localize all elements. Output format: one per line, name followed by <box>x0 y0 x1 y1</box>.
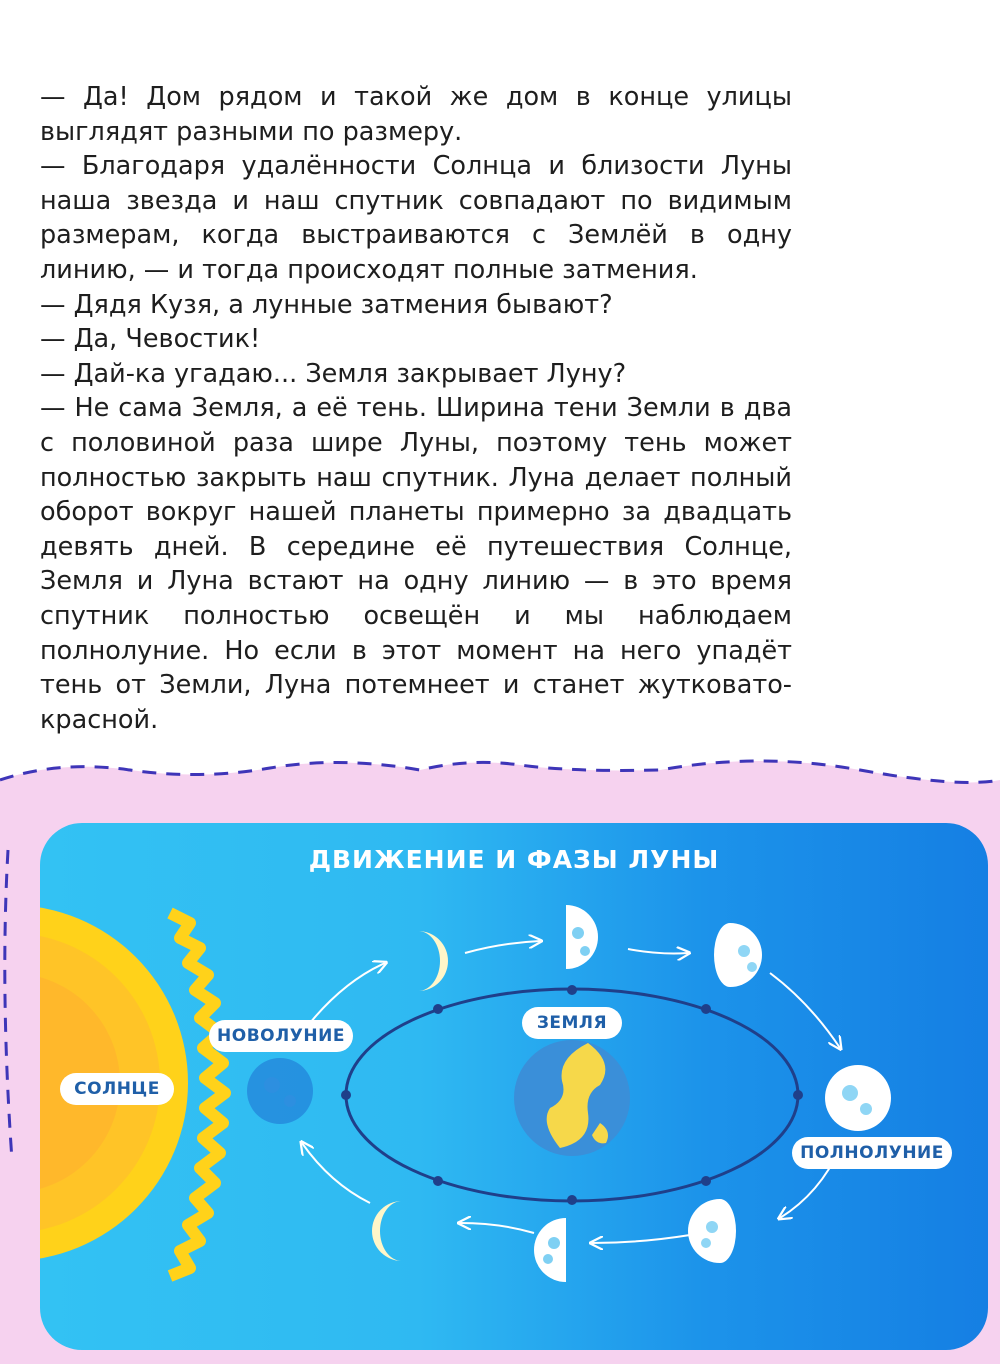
waning-crescent-icon <box>372 1201 402 1261</box>
moon-phases-diagram <box>40 823 988 1350</box>
sun-label: СОЛНЦЕ <box>60 1073 174 1105</box>
paragraph: — Дай-ка угадаю... Земля закрывает Луну? <box>40 358 627 389</box>
paragraph: — Дядя Кузя, а лунные затмения бывают? <box>40 289 613 320</box>
earth-icon <box>514 1040 630 1156</box>
earth-label: ЗЕМЛЯ <box>522 1007 622 1039</box>
last-quarter-moon-icon <box>534 1218 566 1282</box>
waxing-crescent-icon <box>418 931 448 991</box>
full-moon-label: ПОЛНОЛУНИЕ <box>792 1137 952 1169</box>
diagram-title: ДВИЖЕНИЕ И ФАЗЫ ЛУНЫ <box>308 845 720 874</box>
story-text <box>40 80 792 737</box>
paragraph: — Благодаря удалённости Солнца и близости Луны наша звезда и наш спутник совпадают по видимым размерам, когда выстраиваются с Землёй в одну линию, — и тогда происходят полные затмения. <box>40 151 792 285</box>
diagram-art <box>40 823 988 1350</box>
waning-gibbous-moon-icon <box>688 1199 736 1263</box>
paragraph: — Не сама Земля, а её тень. Ширина тени Земли в два с половиной раза шире Луны, поэтому тень может полностью закрыть наш спутник. Луна делает полный оборот вокруг нашей планеты примерно за двадцать девять дней. В середине её путешествия Солнце, Земля и Луна встают на одну линию — в это время спутник полностью освещён и мы наблюдаем полнолуние. Но если в этот момент на него упадёт тень от Земли, Луна потемнеет и станет жутковато-красной. <box>40 393 792 735</box>
paragraph: — Да, Чевостик! <box>40 324 261 355</box>
paragraph: — Да! Дом рядом и такой же дом в конце улицы выглядят разными по размеру. <box>40 82 792 147</box>
full-moon-icon <box>825 1065 891 1131</box>
first-quarter-moon-icon <box>566 905 598 969</box>
waxing-gibbous-moon-icon <box>714 923 762 987</box>
new-moon-label: НОВОЛУНИЕ <box>209 1020 353 1052</box>
new-moon-icon <box>247 1058 313 1124</box>
